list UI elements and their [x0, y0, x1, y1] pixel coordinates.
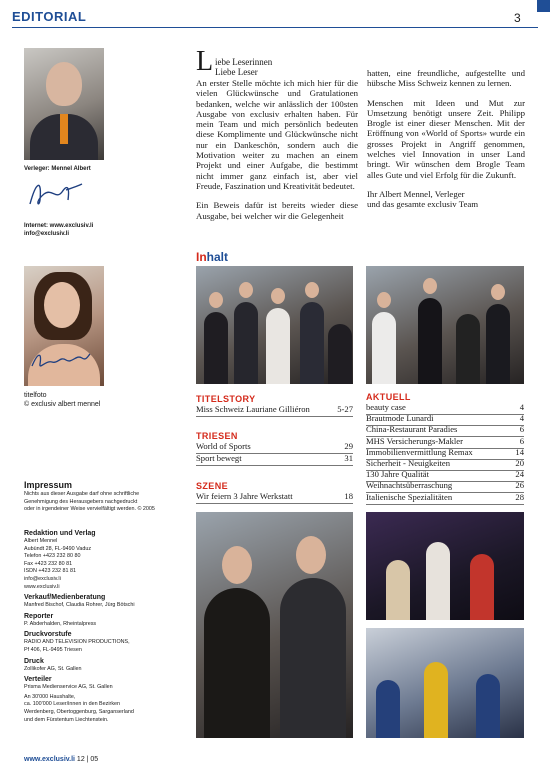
toc-titelstory: [196, 404, 353, 416]
toc-szene: [196, 491, 353, 503]
impressum-title: Impressum: [24, 480, 73, 490]
toc-title: MHS Versicherungs-Makler: [366, 435, 463, 446]
impressum-line: Albert Mennel: [24, 538, 58, 544]
impressum-block-title: Reporter: [24, 612, 54, 620]
footer-site: www.exclusiv.li: [24, 756, 75, 763]
impressum-block-title: Verteiler: [24, 676, 52, 684]
toc-title: Sport bewegt: [196, 453, 242, 463]
toc-page: 31: [344, 453, 353, 463]
impressum-notice-line: Nichts aus dieser Ausgabe darf ohne schriftliche: [24, 491, 140, 497]
toc-page: 18: [344, 491, 353, 501]
cover-autograph: [30, 346, 92, 374]
cover-credit: © exclusiv albert mennel: [24, 401, 101, 408]
toc-page: 28: [515, 491, 524, 502]
letter-paragraph: hatten, eine freundliche, aufgestellte und hübsche Miss Schweiz kennen zu lernen.: [367, 68, 525, 89]
impressum-block-title: Verkauf/Medienberatung: [24, 594, 106, 602]
toc-row: [196, 491, 353, 504]
letter-greeting: [215, 57, 272, 77]
toc-title: Italienische Spezialitäten: [366, 491, 453, 502]
impressum-line: Fax +423 232 80 81: [24, 560, 73, 567]
toc-title: Immobilienvermittlung Remax: [366, 446, 473, 457]
impressum-line: ISDN +423 232 81 81: [24, 568, 76, 575]
impressum-notice: [24, 491, 184, 514]
photo-two-men: [196, 512, 353, 738]
toc-aktuell: [366, 402, 524, 503]
toc-heading-szene: SZENE: [196, 481, 229, 491]
header-rule: [12, 27, 538, 28]
corner-marker: [537, 0, 550, 12]
toc-title: Miss Schweiz Lauriane Gilliéron: [196, 404, 310, 414]
toc-page: 29: [344, 441, 353, 451]
publisher-signature: [26, 174, 86, 214]
photo-stage-dancers: [366, 512, 524, 620]
toc-title: China-Restaurant Paradies: [366, 424, 458, 435]
toc-page: 26: [515, 480, 524, 491]
toc-row: [196, 453, 353, 466]
toc-page: 4: [519, 413, 524, 424]
impressum-line: Zollikofer AG, St. Gallen: [24, 665, 82, 672]
impressum-line: Telefon +423 232 80 80: [24, 553, 81, 560]
toc-title: Weihnachtsüberraschung: [366, 480, 453, 491]
impressum-line: Manfred Bischof, Claudia Rohrer, Jürg Bötschi: [24, 602, 135, 609]
impressum-block: [24, 694, 184, 724]
toc-title: Brautmode Lunardi: [366, 413, 434, 424]
impressum-line: Pf 406, FL-9495 Triesen: [24, 646, 82, 653]
greeting-line-2: Liebe Leser: [215, 67, 258, 77]
publisher-contact: [24, 222, 93, 238]
cover-label: titelfoto: [24, 392, 47, 399]
toc-row: [196, 404, 353, 417]
photo-ski-show: [366, 628, 524, 738]
toc-heading-triesen: TRIESEN: [196, 431, 238, 441]
toc-triesen: [196, 441, 353, 465]
drop-cap: L: [196, 46, 214, 77]
cover-caption: [24, 391, 100, 409]
email-line: info@exclusiv.li: [24, 231, 70, 237]
toc-page: 20: [515, 458, 524, 468]
page-number: 3: [514, 11, 521, 25]
toc-heading-aktuell: AKTUELL: [366, 392, 411, 402]
toc-page: 4: [519, 402, 524, 412]
impressum-block-title: Druckvorstufe: [24, 631, 72, 639]
letter-paragraph: Ihr Albert Mennel, Verleger und das gesamte exclusiv Team: [367, 188, 479, 210]
impressum-block-title: Redaktion und Verlag: [24, 530, 96, 537]
contents-title-in: In: [196, 250, 207, 264]
impressum-block: [24, 529, 184, 591]
impressum-line: Prisma Medienservice AG, St. Gallen: [24, 684, 113, 691]
contents-title: [196, 250, 228, 264]
impressum-line: Werdenberg, Obertoggenburg, Sarganserland: [24, 708, 134, 715]
toc-heading-titelstory: TITELSTORY: [196, 394, 256, 404]
toc-title: Wir feiern 3 Jahre Werkstatt: [196, 491, 293, 501]
impressum-line: info@exclusiv.li: [24, 575, 61, 582]
impressum-line: und dem Fürstentum Liechtenstein.: [24, 716, 109, 723]
impressum-line: RADIO AND TELEVISION PRODUCTIONS,: [24, 639, 130, 646]
impressum-line: An 30'000 Haushalte,: [24, 693, 76, 700]
publisher-photo: [24, 48, 104, 160]
impressum-block: [24, 657, 184, 674]
impressum-block-title: Druck: [24, 657, 44, 665]
toc-page: 6: [519, 424, 524, 435]
impressum-notice-line: Genehmigung des Herausgebers nachgedruckt: [24, 498, 138, 505]
contents-title-rest: halt: [206, 250, 229, 264]
toc-page: 6: [519, 435, 524, 446]
section-title: EDITORIAL: [12, 9, 87, 24]
impressum-line: ca. 100'000 Leser/innen in den Bezirken: [24, 701, 121, 708]
toc-title: beauty case: [366, 402, 406, 412]
impressum-block: [24, 612, 184, 629]
impressum-notice-line: oder in irgendeiner Weise vervielfältigt werden. © 2005: [24, 506, 155, 513]
letter-column-right: [367, 68, 525, 219]
toc-page: 5-27: [337, 404, 353, 414]
internet-line: Internet: www.exclusiv.li: [24, 223, 94, 229]
toc-row: [366, 492, 524, 505]
letter-paragraph: Menschen mit Ideen und Mut zur Umsetzung benötigt unsere Zeit. Philipp Brogle ist einer dieser Menschen. Mit der Eröffnung von «World of Sports» wurde ein grosses Projekt in Angriff genommen, welches viel Innovation in unser Land bringt. Wir wünschen dem Brogle Team alles Gute und viel Erfolg für die Zukunft.: [367, 97, 525, 180]
impressum-block: [24, 675, 184, 692]
impressum-line: P. Abderhalden, Rheintalpress: [24, 620, 97, 627]
footer: [24, 756, 98, 763]
toc-title: World of Sports: [196, 441, 251, 451]
impressum-blocks: [24, 529, 184, 726]
letter-paragraph: Ein Beweis dafür ist bereits wieder diese Ausgabe, bei welcher wir die Gelegenheit: [196, 200, 358, 221]
footer-issue: 12 | 05: [76, 756, 99, 763]
impressum-line: Aubündt 28, FL-9490 Vaduz: [24, 545, 92, 552]
toc-title: Sicherheit - Neuigkeiten: [366, 458, 450, 468]
letter-paragraph: An erster Stelle möchte ich mich hier für die vielen Glückwünsche und Gratulationen bedanken, welche wir anlässlich der 100sten Ausgabe von exclusiv erhalten haben. Für mein Team und mich persönlich bedeuten diese Komplimente und Glückwünsche nicht nur ein Dankeschön, sondern auch die Motivation weiter zu machen an einem Projekt und einer Aufgabe, die bestimmt nicht immer ganz einfach ist, aber viel Freude, Faszination und Kreativität bedeutet.: [196, 78, 358, 191]
publisher-caption: Verleger: Mennel Albert: [24, 166, 91, 172]
letter-column-left: [196, 78, 358, 221]
photo-event-group: [366, 266, 524, 384]
impressum-line: www.exclusiv.li: [24, 583, 60, 590]
greeting-line-1: iebe Leserinnen: [215, 57, 273, 67]
impressum-block: [24, 593, 184, 610]
toc-page: 24: [515, 469, 524, 480]
toc-page: 14: [515, 446, 524, 457]
impressum-block: [24, 630, 184, 654]
toc-title: 130 Jahre Qualität: [366, 469, 430, 480]
photo-miss-schweiz-group: [196, 266, 353, 384]
